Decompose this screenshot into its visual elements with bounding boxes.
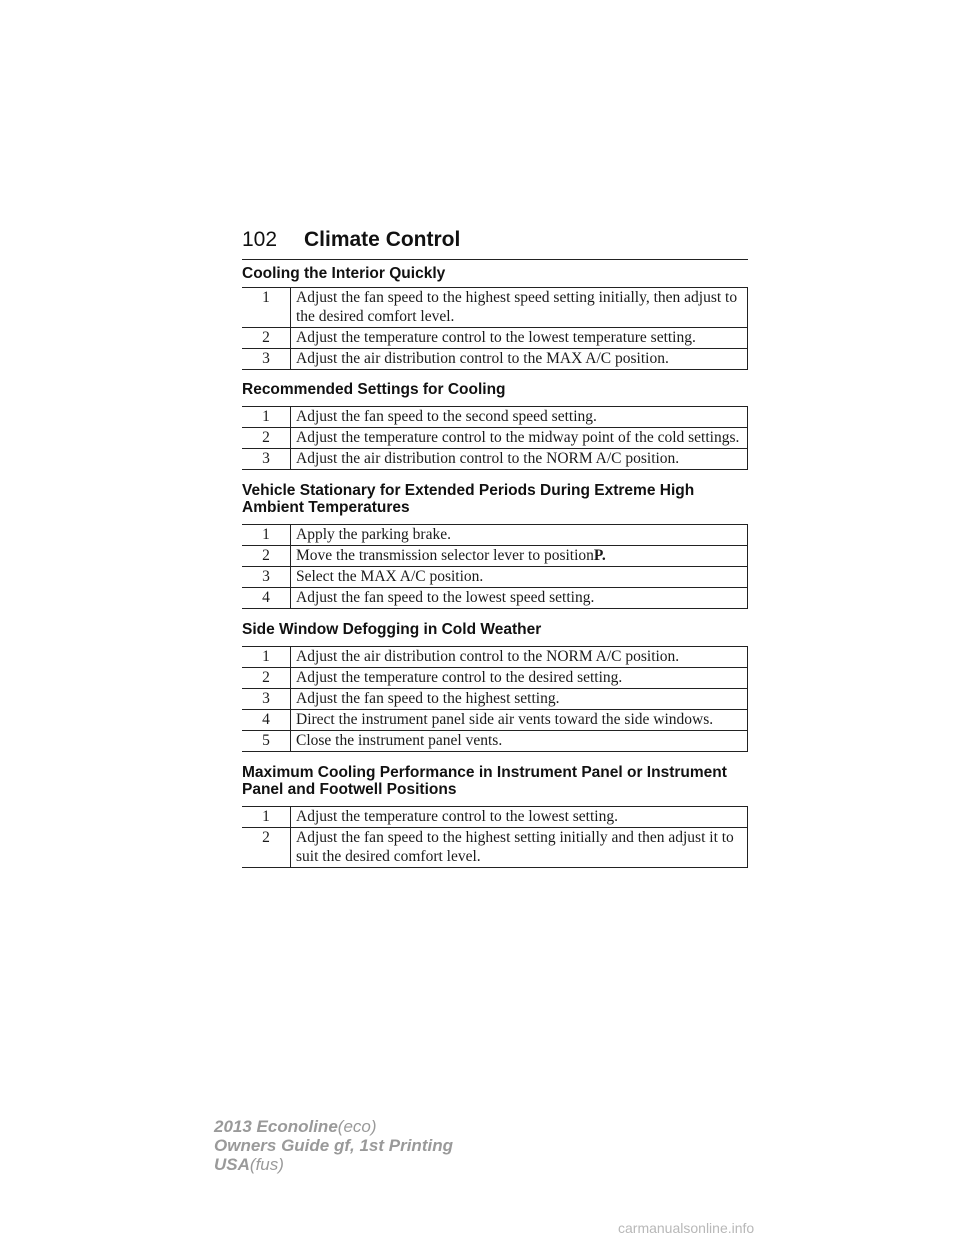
steps-table xyxy=(242,406,748,470)
step-text: Adjust the fan speed to the highest setting initially and then adjust it to suit the desired comfort level. xyxy=(291,828,748,868)
step-text: Adjust the fan speed to the second speed setting. xyxy=(291,407,748,428)
manual-page xyxy=(242,228,748,868)
step-text-with-bold xyxy=(291,546,748,567)
table-row xyxy=(242,449,748,470)
section-maximum-cooling xyxy=(242,764,748,868)
step-number: 4 xyxy=(242,710,291,731)
step-number: 3 xyxy=(242,689,291,710)
page-number: 102 xyxy=(242,228,278,251)
step-number: 3 xyxy=(242,567,291,588)
table-row xyxy=(242,328,748,349)
step-text: Adjust the temperature control to the lowest setting. xyxy=(291,807,748,828)
table-row xyxy=(242,807,748,828)
table-row xyxy=(242,710,748,731)
step-text: Adjust the air distribution control to the NORM A/C position. xyxy=(291,647,748,668)
footer-model-code: (eco) xyxy=(337,1117,377,1136)
section-heading: Vehicle Stationary for Extended Periods During Extreme High Ambient Temperatures xyxy=(242,482,695,516)
section-vehicle-stationary xyxy=(242,482,748,609)
gear-position-p: P. xyxy=(593,547,606,564)
step-text: Direct the instrument panel side air vents toward the side windows. xyxy=(291,710,748,731)
footer-region: USA xyxy=(214,1155,250,1174)
step-number: 1 xyxy=(242,647,291,668)
step-text: Adjust the fan speed to the highest speed setting initially, then adjust to the desired comfort level. xyxy=(291,288,748,328)
footer-line-region xyxy=(214,1155,453,1174)
table-row xyxy=(242,689,748,710)
section-heading: Recommended Settings for Cooling xyxy=(242,381,506,398)
section-heading: Cooling the Interior Quickly xyxy=(242,265,446,282)
step-number: 2 xyxy=(242,828,291,868)
step-number: 1 xyxy=(242,525,291,546)
step-text: Adjust the air distribution control to the MAX A/C position. xyxy=(291,349,748,370)
table-row xyxy=(242,428,748,449)
step-number: 5 xyxy=(242,731,291,752)
footer-guide: Owners Guide gf, 1st Printing xyxy=(214,1136,453,1155)
steps-table xyxy=(242,646,748,752)
footer-region-code: (fus) xyxy=(249,1155,284,1174)
table-row xyxy=(242,567,748,588)
document-footer xyxy=(214,1117,453,1174)
watermark: carmanualsonline.info xyxy=(618,1220,755,1236)
step-number: 1 xyxy=(242,288,291,328)
section-recommended-cooling xyxy=(242,381,748,470)
step-text: Close the instrument panel vents. xyxy=(291,731,748,752)
step-text: Adjust the temperature control to the midway point of the cold settings. xyxy=(291,428,748,449)
steps-table xyxy=(242,287,748,370)
page-header xyxy=(242,228,748,260)
section-heading: Side Window Defogging in Cold Weather xyxy=(242,621,542,638)
table-row xyxy=(242,525,748,546)
step-number: 2 xyxy=(242,546,291,567)
table-row xyxy=(242,288,748,328)
table-row xyxy=(242,349,748,370)
section-heading: Maximum Cooling Performance in Instrument Panel or Instrument Panel and Footwell Positions xyxy=(242,764,727,798)
table-row xyxy=(242,588,748,609)
step-text: Apply the parking brake. xyxy=(291,525,748,546)
step-text: Adjust the temperature control to the desired setting. xyxy=(291,668,748,689)
steps-table xyxy=(242,806,748,868)
step-text: Move the transmission selector lever to position xyxy=(296,547,594,564)
step-number: 2 xyxy=(242,328,291,349)
footer-model: 2013 Econoline xyxy=(214,1117,338,1136)
section-cooling-quickly xyxy=(242,265,748,370)
step-text: Select the MAX A/C position. xyxy=(291,567,748,588)
step-number: 3 xyxy=(242,449,291,470)
table-row xyxy=(242,407,748,428)
steps-table xyxy=(242,524,748,609)
step-number: 2 xyxy=(242,428,291,449)
table-row xyxy=(242,668,748,689)
step-text: Adjust the fan speed to the lowest speed setting. xyxy=(291,588,748,609)
table-row xyxy=(242,546,748,567)
step-number: 1 xyxy=(242,407,291,428)
step-text: Adjust the fan speed to the highest setting. xyxy=(291,689,748,710)
step-number: 4 xyxy=(242,588,291,609)
footer-line-model xyxy=(214,1117,453,1136)
section-side-window-defogging xyxy=(242,621,748,752)
table-row xyxy=(242,647,748,668)
step-text: Adjust the air distribution control to the NORM A/C position. xyxy=(291,449,748,470)
page-title: Climate Control xyxy=(304,228,461,251)
step-text: Adjust the temperature control to the lowest temperature setting. xyxy=(291,328,748,349)
table-row xyxy=(242,731,748,752)
step-number: 2 xyxy=(242,668,291,689)
step-number: 3 xyxy=(242,349,291,370)
table-row xyxy=(242,828,748,868)
step-number: 1 xyxy=(242,807,291,828)
